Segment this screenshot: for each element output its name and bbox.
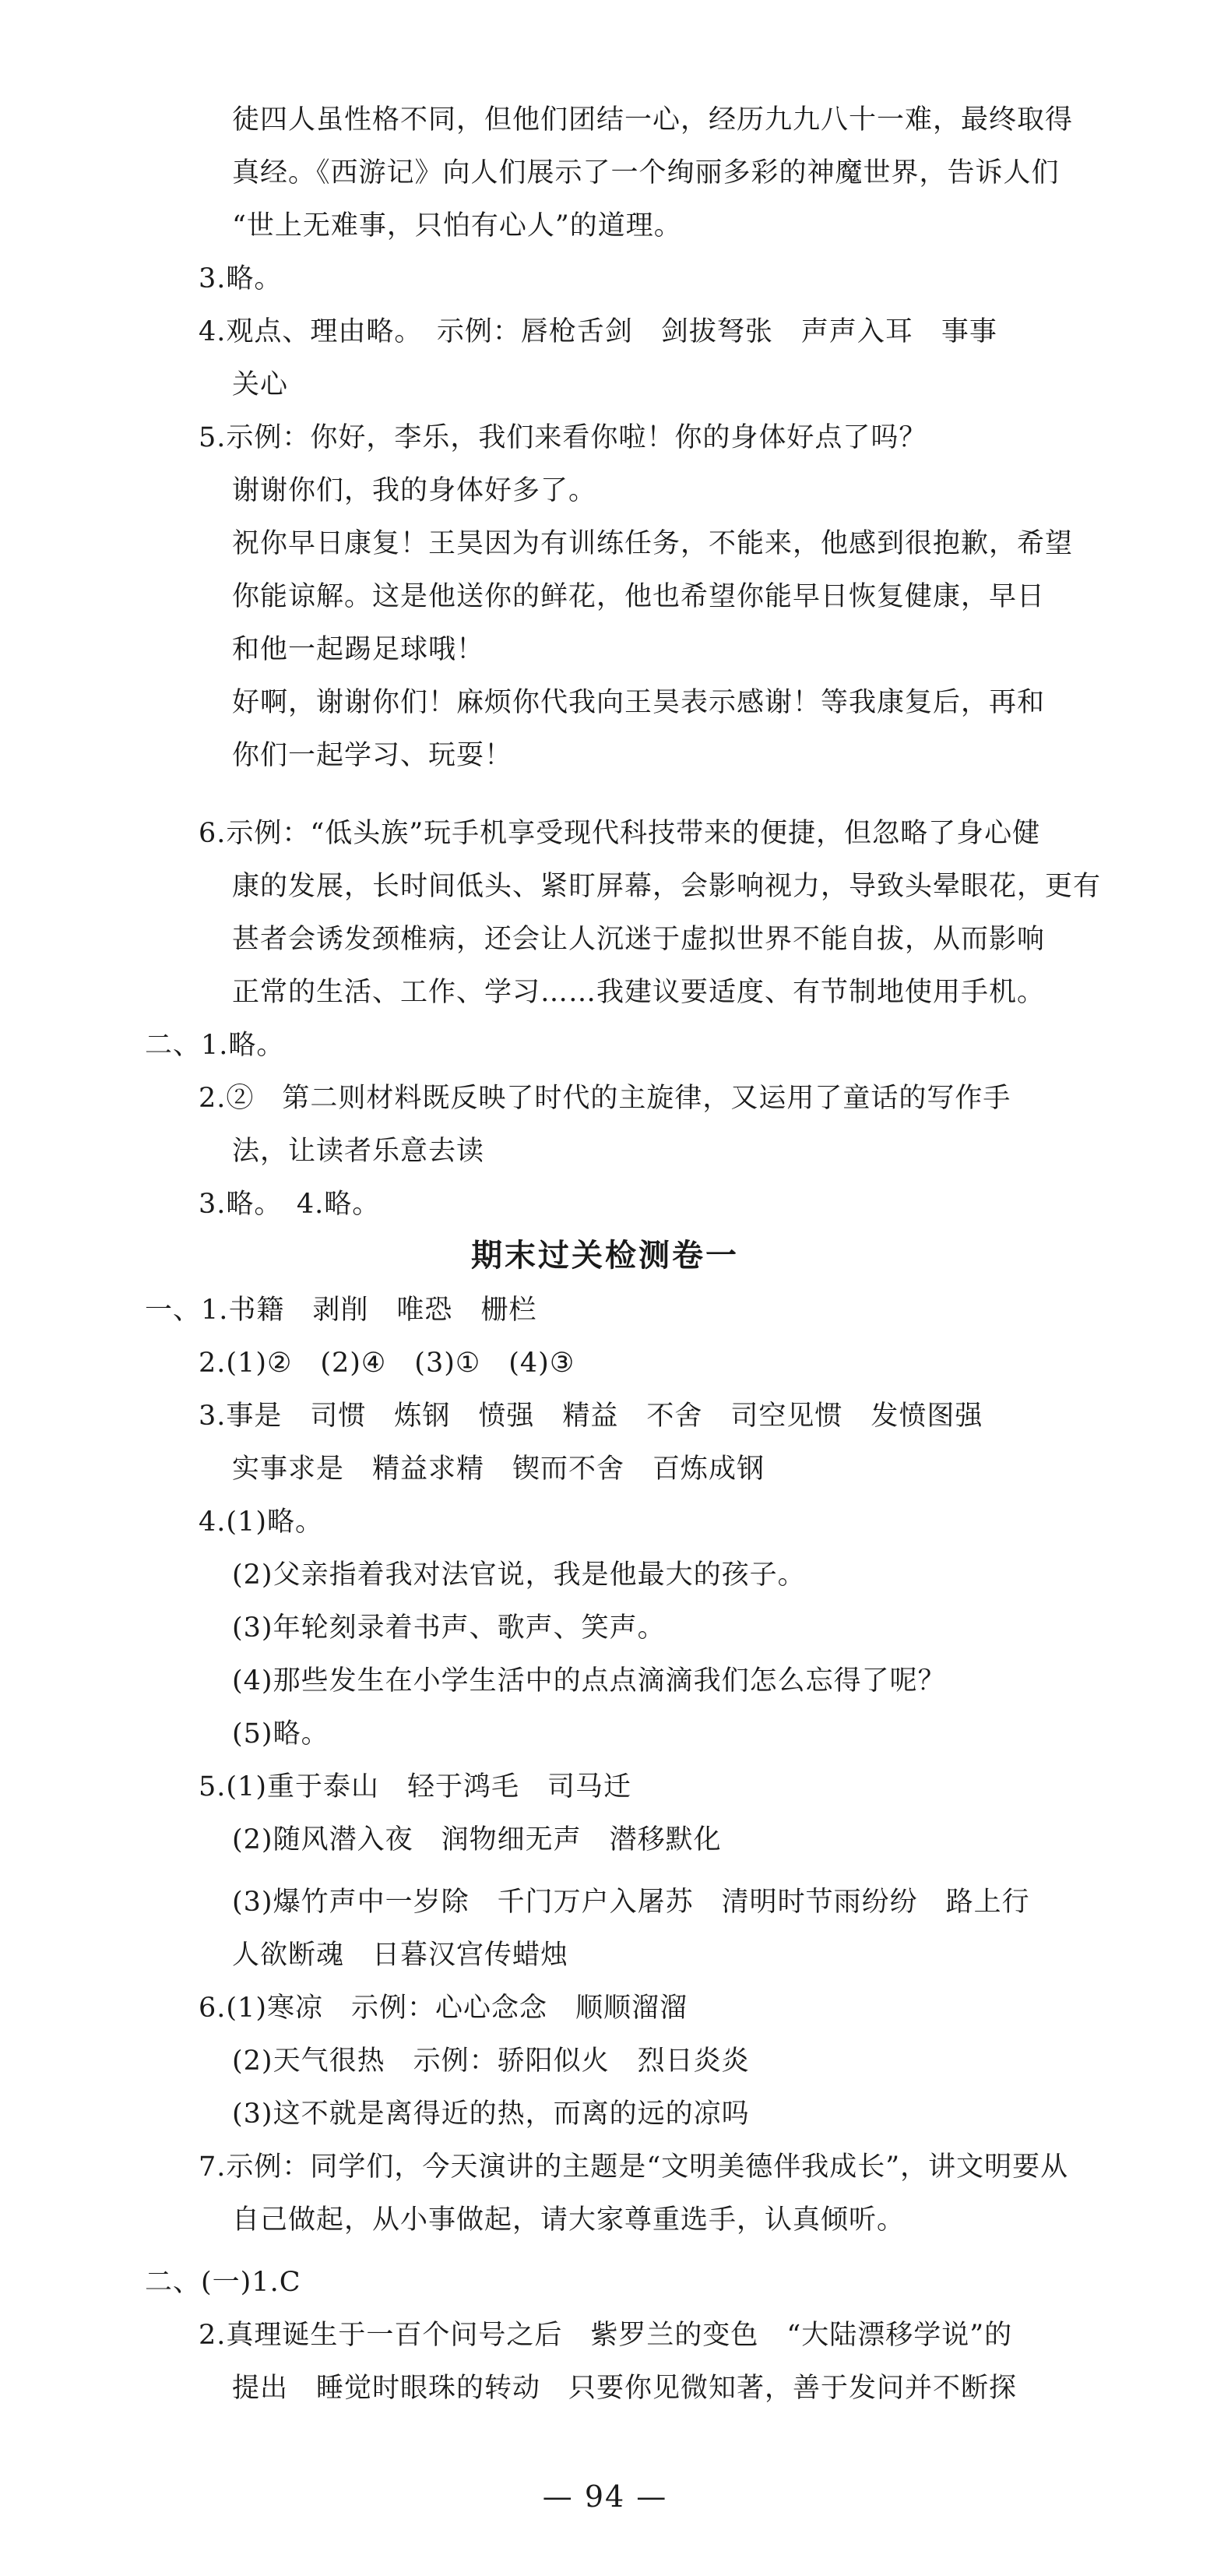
section-title: 期末过关检测卷一 xyxy=(471,1238,739,1274)
text-line: (2)天气很热 示例：骄阳似火 烈日炎炎 xyxy=(232,2046,750,2077)
text-line: 和他一起踢足球哦！ xyxy=(232,634,485,665)
text-line: 一、1.书籍 剥削 唯恐 栅栏 xyxy=(145,1295,537,1326)
text-line: 2.② 第二则材料既反映了时代的主旋律，又运用了童话的写作手 xyxy=(199,1083,1011,1114)
text-line: 康的发展，长时间低头、紧盯屏幕，会影响视力，导致头晕眼花，更有 xyxy=(232,871,1102,902)
text-line: 实事求是 精益求精 锲而不舍 百炼成钢 xyxy=(232,1454,765,1485)
text-line: 正常的生活、工作、学习……我建议要适度、有节制地使用手机。 xyxy=(232,977,1046,1008)
text-line: 自己做起，从小事做起，请大家尊重选手，认真倾听。 xyxy=(232,2204,906,2236)
text-line: (3)年轮刻录着书声、歌声、笑声。 xyxy=(232,1612,666,1644)
text-line: 谢谢你们，我的身体好多了。 xyxy=(232,475,597,506)
text-line: (2)父亲指着我对法官说，我是他最大的孩子。 xyxy=(232,1559,806,1591)
text-line: 真经。《西游记》向人们展示了一个绚丽多彩的神魔世界，告诉人们 xyxy=(232,157,1060,189)
text-line: (3)爆竹声中一岁除 千门万户入屠苏 清明时节雨纷纷 路上行 xyxy=(232,1887,1030,1918)
text-line: 二、1.略。 xyxy=(145,1030,285,1061)
text-line: 3.略。 4.略。 xyxy=(199,1189,381,1220)
text-line: (3)这不就是离得近的热，而离的远的凉吗 xyxy=(232,2099,750,2130)
text-line: 6.(1)寒凉 示例：心心念念 顺顺溜溜 xyxy=(199,1993,688,2024)
text-line: 祝你早日康复！王昊因为有训练任务，不能来，他感到很抱歉，希望 xyxy=(232,528,1074,559)
text-line: 4.(1)略。 xyxy=(199,1506,323,1538)
text-line: (4)那些发生在小学生活中的点点滴滴我们怎么忘得了呢？ xyxy=(232,1665,946,1697)
text-line: 法，让读者乐意去读 xyxy=(232,1136,485,1167)
text-line: 关心 xyxy=(232,369,289,400)
text-line: 你们一起学习、玩耍！ xyxy=(232,740,513,771)
text-line: 5.示例：你好，李乐，我们来看你啦！你的身体好点了吗？ xyxy=(199,422,927,453)
text-line: 甚者会诱发颈椎病，还会让人沉迷于虚拟世界不能自拔，从而影响 xyxy=(232,924,1046,955)
text-line: 二、(一)1.C xyxy=(145,2267,301,2298)
text-line: “世上无难事，只怕有心人”的道理。 xyxy=(232,210,682,241)
text-line: (5)略。 xyxy=(232,1718,329,1750)
text-line: 6.示例：“低头族”玩手机享受现代科技带来的便捷，但忽略了身心健 xyxy=(199,818,1041,849)
text-line: 2.真理诞生于一百个问号之后 紫罗兰的变色 “大陆漂移学说”的 xyxy=(199,2320,1013,2351)
text-line: 3.事是 司惯 炼钢 愤强 精益 不舍 司空见惯 发愤图强 xyxy=(199,1401,983,1432)
text-line: 2.(1)② (2)④ (3)① (4)③ xyxy=(199,1348,575,1379)
text-line: 4.观点、理由略。 示例：唇枪舌剑 剑拔弩张 声声入耳 事事 xyxy=(199,316,997,347)
page-number: — 94 — xyxy=(542,2479,668,2514)
text-line: 人欲断魂 日暮汉宫传蜡烛 xyxy=(232,1940,569,1971)
text-line: 你能谅解。这是他送你的鲜花，他也希望你能早日恢复健康，早日 xyxy=(232,581,1046,612)
text-line: 好啊，谢谢你们！麻烦你代我向王昊表示感谢！等我康复后，再和 xyxy=(232,687,1046,718)
text-line: (2)随风潜入夜 润物细无声 潜移默化 xyxy=(232,1824,722,1855)
text-line: 5.(1)重于泰山 轻于鸿毛 司马迁 xyxy=(199,1771,631,1802)
text-line: 3.略。 xyxy=(199,263,283,294)
text-line: 提出 睡觉时眼珠的转动 只要你见微知著，善于发问并不断探 xyxy=(232,2373,1018,2404)
text-line: 徒四人虽性格不同，但他们团结一心，经历九九八十一难，最终取得 xyxy=(232,104,1074,136)
text-line: 7.示例：同学们，今天演讲的主题是“文明美德伴我成长”，讲文明要从 xyxy=(199,2151,1069,2183)
